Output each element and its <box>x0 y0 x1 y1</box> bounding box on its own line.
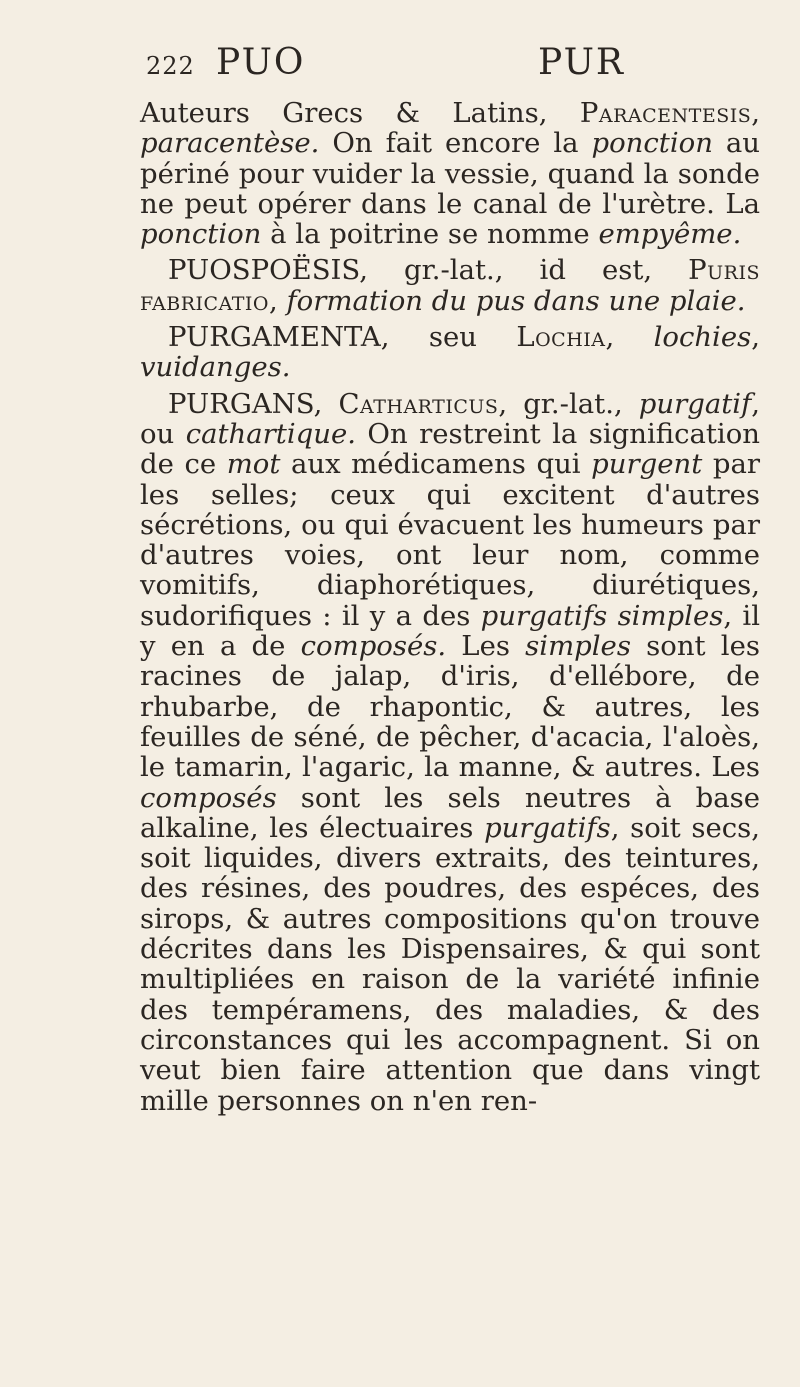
text-run: , gr.-lat., <box>498 387 639 420</box>
italic-run: vuidanges. <box>140 351 291 384</box>
italic-run: composés <box>140 781 277 814</box>
text-run: , <box>313 387 339 420</box>
entry-headword: PURGAMENTA <box>168 321 381 354</box>
entry-puospoesis <box>140 255 760 316</box>
text-run: sont les racines de jalap, d'iris, d'ellébore, de rhubarbe, de rhapontic, & autres, les feuilles de séné, de pêcher, d'acacia, l'aloès, le tamarin, l'agaric, la manne, & autres. Les <box>140 630 760 784</box>
text-run: On restreint la signification de ce <box>140 417 760 481</box>
italic-run: lochies <box>653 321 752 354</box>
italic-run: ponction <box>140 218 262 251</box>
text-run: On fait encore la <box>319 127 592 160</box>
text-run: , ou <box>140 387 761 450</box>
italic-run: mot <box>226 448 281 481</box>
text-run: au périné pour vuider la vessie, quand la sonde ne peut opérer dans le canal de l'urètre. La <box>140 127 760 220</box>
italic-run: purgent <box>591 448 703 481</box>
page-number: 222 <box>146 52 195 80</box>
italic-run: purgatif <box>638 387 752 420</box>
text-run: , <box>269 284 287 317</box>
latin-term: Lochia <box>516 321 606 354</box>
latin-term: Puris fabricatio <box>140 254 760 317</box>
text-run: , <box>605 321 654 354</box>
running-head-left: PUO <box>216 42 306 83</box>
entry-headword: PUOSPOËSIS <box>168 254 360 287</box>
running-head-right: PUR <box>538 42 626 83</box>
text-run: , <box>751 321 760 354</box>
italic-run: purgatifs <box>484 811 611 844</box>
text-run: , gr.-lat., id est, <box>359 254 689 287</box>
text-run: à la poitrine se nomme <box>261 218 599 251</box>
italic-run: paracentèse. <box>140 127 320 160</box>
paragraph-paracentesis <box>140 98 760 249</box>
running-head <box>146 42 760 92</box>
italic-run: formation du pus dans une plaie. <box>286 284 746 317</box>
text-run: , soit secs, soit liquides, divers extraits, des teintures, des résines, des poudres, des espéces, des sirops, & autres compositions qu'on trouve décrites dans les Dispensaires, & qui sont multipliées en raison de la variété infinie des tempéramens, des maladies, & des circonstances qui les accompagnent. Si on veut bien faire attention que dans vingt mille personnes on n'en ren- <box>140 811 760 1117</box>
italic-run: simples <box>525 630 631 663</box>
italic-run: ponction <box>591 127 713 160</box>
latin-term: Catharticus <box>338 387 499 420</box>
text-run: aux médicamens qui <box>280 448 592 481</box>
entry-purgans <box>140 389 760 1116</box>
text-run: , seu <box>380 321 517 354</box>
text-run: sont les sels neutres à base alkaline, les électuaires <box>140 781 760 844</box>
text-run: par les selles; ceux qui excitent d'autres sécrétions, ou qui évacuent les humeurs par d'autres voies, ont leur nom, comme vomitifs, diaphorétiques, diurétiques, sudorifiques : il y a des <box>140 448 761 632</box>
italic-run: cathartique. <box>185 417 356 450</box>
text-run: , il y en a de <box>140 599 760 663</box>
term-paracentesis: Paracentesis <box>579 97 752 129</box>
entry-purgamenta <box>140 322 760 383</box>
italic-run: purgatifs simples <box>480 599 724 632</box>
text-run: Les <box>446 630 526 663</box>
entry-headword: PURGANS <box>168 387 314 420</box>
italic-run: empyême. <box>598 218 742 251</box>
text-run: , <box>751 97 760 129</box>
italic-run: composés. <box>300 630 447 663</box>
body-text <box>140 98 760 1116</box>
text-run: Auteurs Grecs & Latins, <box>140 97 580 129</box>
